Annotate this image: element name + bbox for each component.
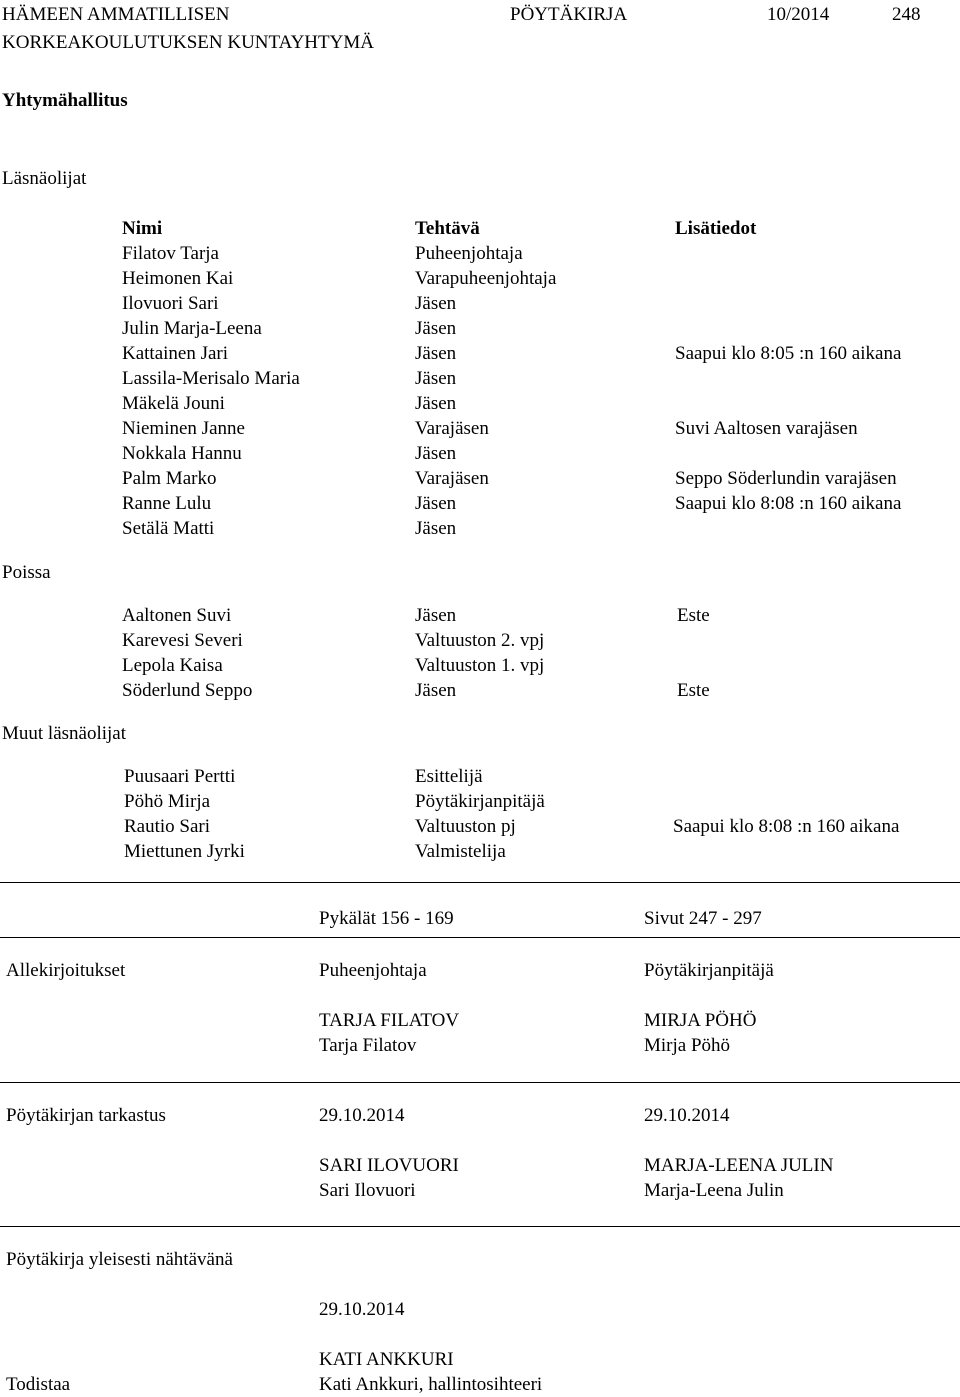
issue-number: 10/2014 <box>767 4 830 25</box>
table-row <box>0 516 960 541</box>
table-row <box>0 266 960 291</box>
absent-section-label: Poissa <box>2 562 51 583</box>
member-name: Lassila-Merisalo Maria <box>122 368 300 389</box>
member-info: Este <box>677 680 710 701</box>
member-name: Lepola Kaisa <box>122 655 223 676</box>
divider <box>0 937 960 938</box>
member-role: Varajäsen <box>415 468 489 489</box>
member-role: Valtuuston pj <box>415 816 516 837</box>
member-role: Valtuuston 2. vpj <box>415 630 545 651</box>
table-row <box>0 491 960 516</box>
member-name: Ilovuori Sari <box>122 293 219 314</box>
table-row <box>0 291 960 316</box>
table-row <box>0 241 960 266</box>
divider <box>0 882 960 883</box>
review-label: Pöytäkirjan tarkastus <box>6 1105 166 1126</box>
signatures-label: Allekirjoitukset <box>6 960 126 981</box>
member-role: Jäsen <box>415 518 457 539</box>
table-row <box>0 653 960 678</box>
member-info: Seppo Söderlundin varajäsen <box>675 468 897 489</box>
table-row <box>0 441 960 466</box>
member-name: Miettunen Jyrki <box>124 841 245 862</box>
table-row <box>0 839 960 864</box>
secretary-name-caps: MIRJA PÖHÖ <box>644 1010 757 1031</box>
certifier-name-caps: KATI ANKKURI <box>319 1349 454 1370</box>
review-date-left: 29.10.2014 <box>319 1105 405 1126</box>
reviewer-left-caps: SARI ILOVUORI <box>319 1155 459 1176</box>
col-role-header: Tehtävä <box>415 218 480 239</box>
member-name: Kattainen Jari <box>122 343 229 364</box>
table-row <box>0 341 960 366</box>
chair-name-caps: TARJA FILATOV <box>319 1010 460 1031</box>
table-row <box>0 628 960 653</box>
divider <box>0 1082 960 1083</box>
member-role: Jäsen <box>415 318 457 339</box>
table-row <box>0 416 960 441</box>
pages-range: Sivut 247 - 297 <box>644 908 762 929</box>
member-info: Saapui klo 8:05 :n 160 aikana <box>675 343 902 364</box>
table-row <box>0 316 960 341</box>
member-info: Saapui klo 8:08 :n 160 aikana <box>673 816 900 837</box>
member-role: Varapuheenjohtaja <box>415 268 557 289</box>
member-role: Jäsen <box>415 293 457 314</box>
member-role: Valtuuston 1. vpj <box>415 655 545 676</box>
table-row <box>0 678 960 703</box>
org-name-line2: KORKEAKOULUTUKSEN KUNTAYHTYMÄ <box>2 32 374 53</box>
page-number: 248 <box>892 4 921 25</box>
others-section-label: Muut läsnäolijat <box>2 723 127 744</box>
member-role: Jäsen <box>415 393 457 414</box>
member-name: Söderlund Seppo <box>122 680 253 701</box>
chair-title: Puheenjohtaja <box>319 960 427 981</box>
member-role: Jäsen <box>415 443 457 464</box>
member-name: Nokkala Hannu <box>122 443 242 464</box>
chair-name: Tarja Filatov <box>319 1035 417 1056</box>
member-role: Puheenjohtaja <box>415 243 523 264</box>
certify-label: Todistaa <box>6 1374 71 1395</box>
col-info-header: Lisätiedot <box>675 218 757 239</box>
member-name: Ranne Lulu <box>122 493 212 514</box>
org-name-line1: HÄMEEN AMMATILLISEN <box>2 4 230 25</box>
member-role: Jäsen <box>415 343 457 364</box>
reviewer-right-name: Marja-Leena Julin <box>644 1180 784 1201</box>
present-section-label: Läsnäolijat <box>2 168 87 189</box>
member-name: Karevesi Severi <box>122 630 243 651</box>
table-row <box>0 366 960 391</box>
member-role: Pöytäkirjanpitäjä <box>415 791 545 812</box>
member-role: Jäsen <box>415 605 457 626</box>
sections-range: Pykälät 156 - 169 <box>319 908 454 929</box>
member-name: Mäkelä Jouni <box>122 393 225 414</box>
member-name: Julin Marja-Leena <box>122 318 262 339</box>
reviewer-right-caps: MARJA-LEENA JULIN <box>644 1155 834 1176</box>
reviewer-left-name: Sari Ilovuori <box>319 1180 416 1201</box>
member-name: Pöhö Mirja <box>124 791 211 812</box>
review-date-right: 29.10.2014 <box>644 1105 730 1126</box>
table-row <box>0 814 960 839</box>
member-role: Esittelijä <box>415 766 483 787</box>
member-info: Este <box>677 605 710 626</box>
public-display-label: Pöytäkirja yleisesti nähtävänä <box>6 1249 233 1270</box>
member-name: Aaltonen Suvi <box>122 605 232 626</box>
member-role: Valmistelija <box>415 841 506 862</box>
body-name: Yhtymähallitus <box>2 90 128 111</box>
member-info: Suvi Aaltosen varajäsen <box>675 418 858 439</box>
member-role: Jäsen <box>415 680 457 701</box>
table-row <box>0 789 960 814</box>
secretary-title: Pöytäkirjanpitäjä <box>644 960 774 981</box>
table-row <box>0 466 960 491</box>
member-name: Nieminen Janne <box>122 418 245 439</box>
divider <box>0 1226 960 1227</box>
table-row <box>0 391 960 416</box>
member-name: Palm Marko <box>122 468 217 489</box>
member-name: Puusaari Pertti <box>124 766 236 787</box>
member-info: Saapui klo 8:08 :n 160 aikana <box>675 493 902 514</box>
member-role: Jäsen <box>415 368 457 389</box>
secretary-name: Mirja Pöhö <box>644 1035 731 1056</box>
table-row <box>0 764 960 789</box>
document-type: PÖYTÄKIRJA <box>510 4 628 25</box>
member-name: Setälä Matti <box>122 518 215 539</box>
member-name: Filatov Tarja <box>122 243 219 264</box>
present-table-header <box>0 216 960 241</box>
public-display-date: 29.10.2014 <box>319 1299 405 1320</box>
member-role: Jäsen <box>415 493 457 514</box>
certifier-name: Kati Ankkuri, hallintosihteeri <box>319 1374 543 1395</box>
member-role: Varajäsen <box>415 418 489 439</box>
member-name: Heimonen Kai <box>122 268 234 289</box>
table-row <box>0 603 960 628</box>
col-name-header: Nimi <box>122 218 163 239</box>
member-name: Rautio Sari <box>124 816 211 837</box>
